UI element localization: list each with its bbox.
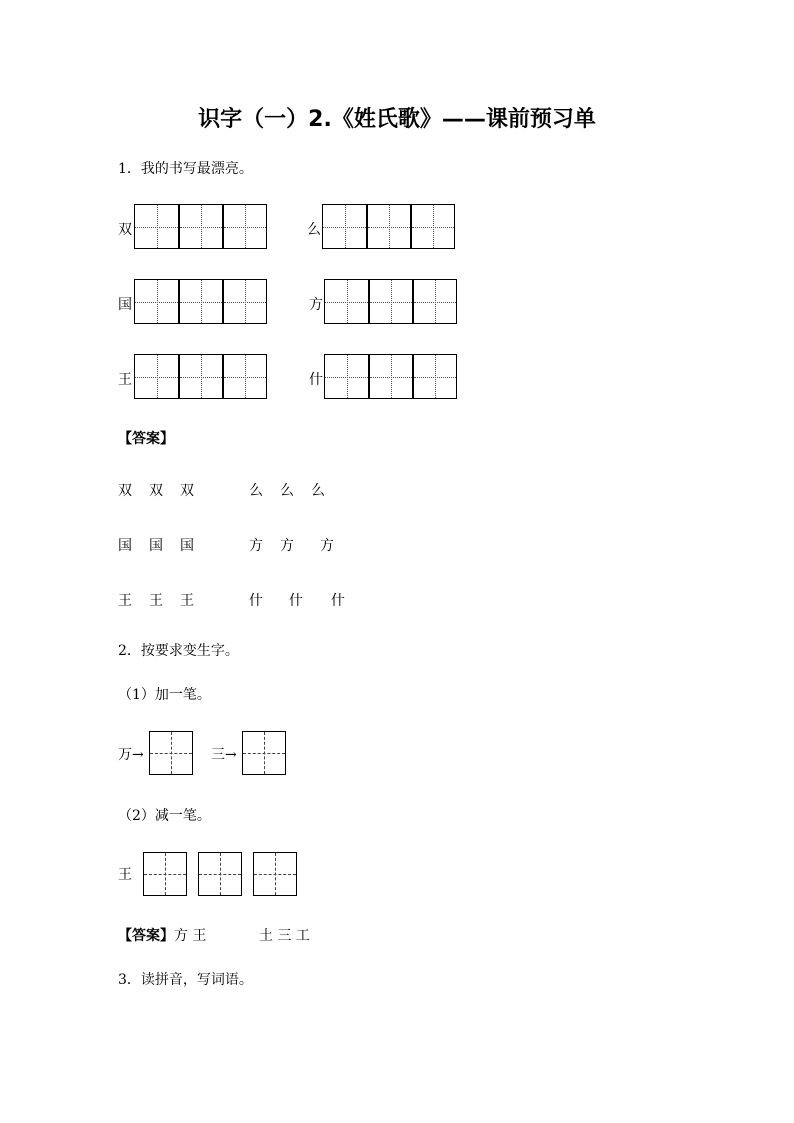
answer-char: 么 (280, 483, 294, 499)
question-2-heading: 2．按要求变生字。 (118, 643, 239, 659)
answer-char: 国 (180, 538, 194, 554)
question-3-heading: 3．读拼音，写词语。 (118, 972, 253, 988)
writing-grid[interactable] (324, 279, 457, 324)
question-1-heading: 1．我的书写最漂亮。 (118, 161, 253, 177)
answer-char: 国 (149, 538, 163, 554)
writing-grid[interactable] (134, 354, 267, 399)
add-stroke-prompt: 三→ (211, 747, 237, 763)
answer-char: 么 (311, 483, 325, 499)
answer-box[interactable] (242, 731, 286, 775)
answer-label: 【答案】 (118, 431, 174, 447)
answer-char: 方 (280, 538, 294, 554)
answer-char: 双 (149, 483, 163, 499)
answer-char: 方 (249, 538, 263, 554)
answer-box[interactable] (198, 852, 242, 896)
answer-text: 方 王 (174, 928, 207, 944)
part-2-label: （2）减一笔。 (118, 808, 211, 824)
answer-char: 双 (180, 483, 194, 499)
answer-char: 什 (331, 593, 345, 609)
answer-char: 什 (249, 593, 263, 609)
answer-box[interactable] (149, 731, 193, 775)
add-stroke-prompt: 万→ (118, 747, 144, 763)
answer-text: 土 三 工 (259, 928, 310, 944)
answer-char: 王 (149, 593, 163, 609)
answer-char: 双 (118, 483, 132, 499)
answer-char: 王 (118, 593, 132, 609)
answer-char: 什 (289, 593, 303, 609)
answer-label: 【答案】 (118, 928, 174, 944)
answer-char: 方 (320, 538, 334, 554)
writing-grid[interactable] (324, 354, 457, 399)
answer-char: 王 (180, 593, 194, 609)
part-1-label: （1）加一笔。 (118, 687, 211, 703)
answer-box[interactable] (253, 852, 297, 896)
practice-char: 什 (309, 372, 323, 388)
page-title: 识字（一）2.《姓氏歌》——课前预习单 (198, 107, 596, 132)
practice-char: 王 (118, 372, 132, 388)
writing-grid[interactable] (322, 204, 455, 249)
answer-2-line (118, 925, 206, 945)
writing-grid[interactable] (134, 279, 267, 324)
practice-char: 双 (118, 222, 132, 238)
practice-char: 方 (309, 297, 323, 313)
answer-char: 么 (249, 483, 263, 499)
writing-grid[interactable] (134, 204, 267, 249)
answer-char: 国 (118, 538, 132, 554)
practice-char: 么 (307, 222, 321, 238)
remove-stroke-prompt: 王 (118, 867, 132, 883)
answer-box[interactable] (143, 852, 187, 896)
practice-char: 国 (118, 297, 132, 313)
